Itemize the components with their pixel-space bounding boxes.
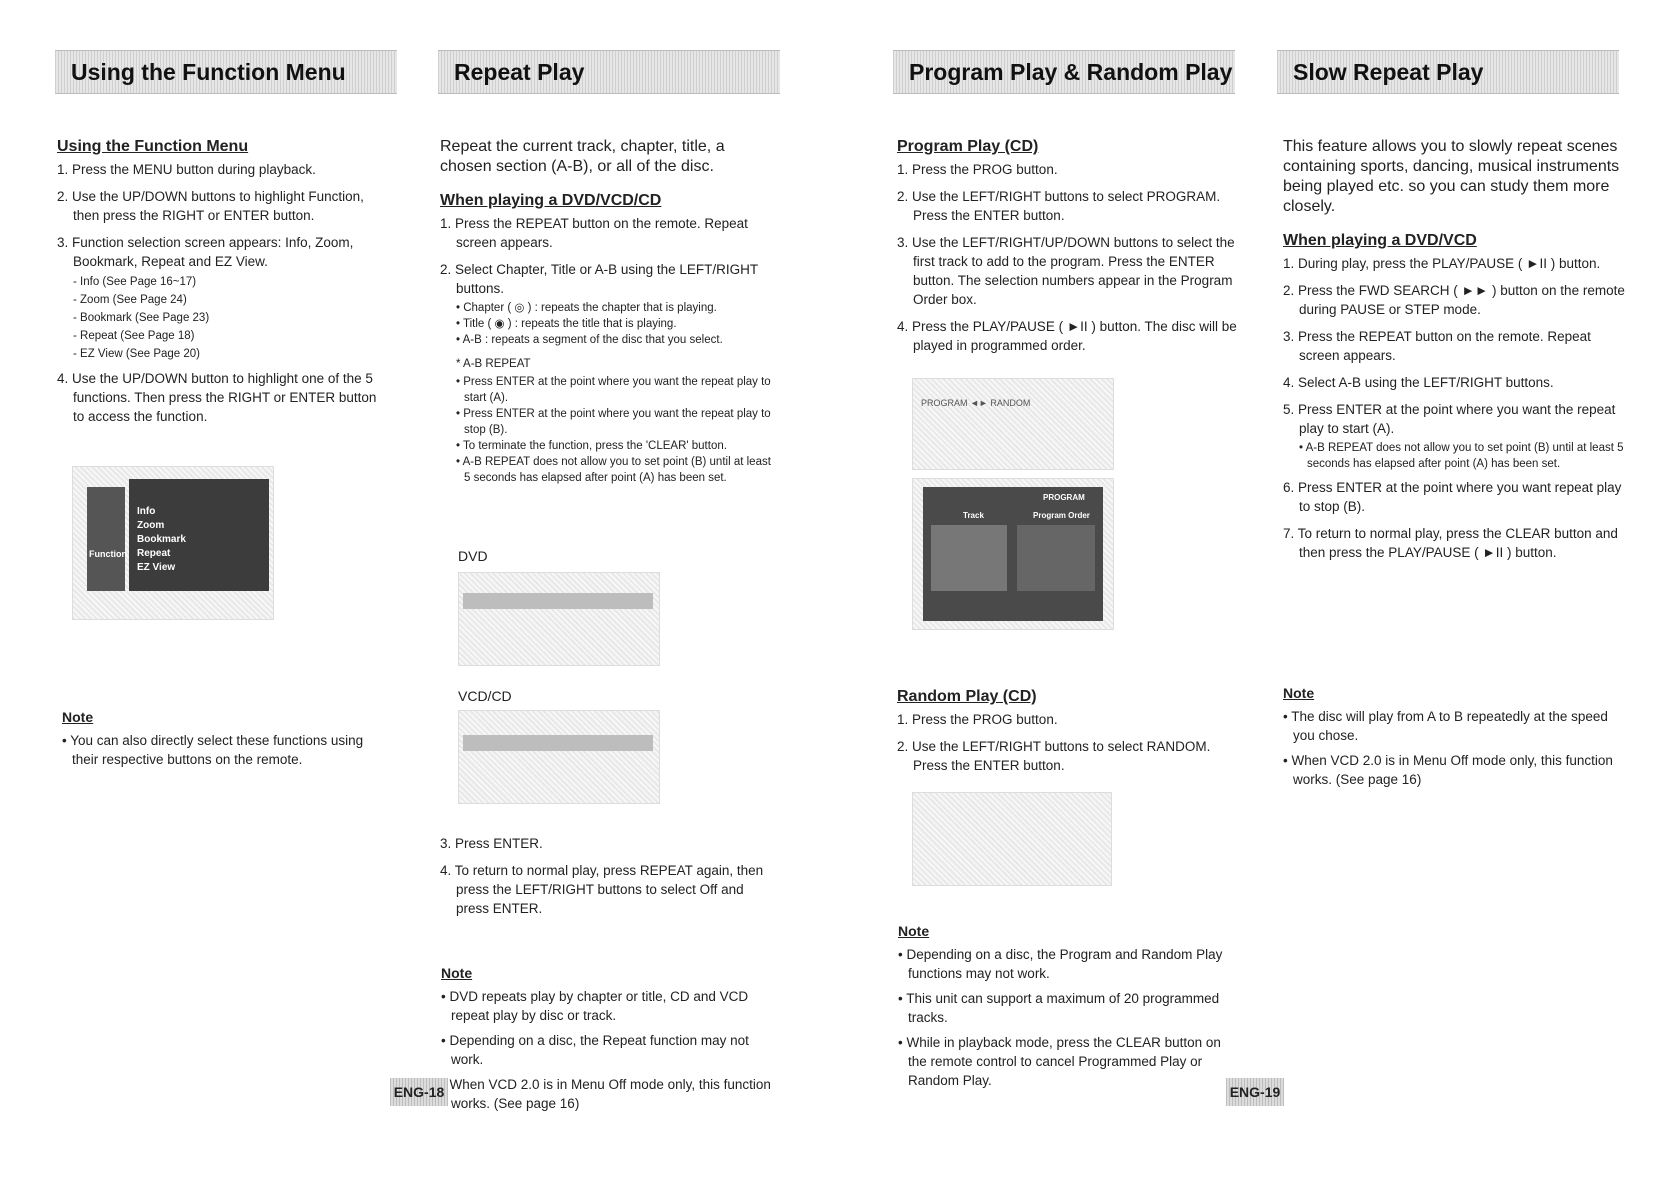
- repeat-bar: [463, 593, 653, 609]
- mode-item: • Title ( ◉ ) : repeats the title that is playing.: [456, 316, 780, 332]
- menu-item: Bookmark: [137, 534, 186, 545]
- section-header-slow-repeat: [1277, 50, 1619, 94]
- step: 3. Press ENTER.: [440, 836, 543, 851]
- dvd-repeat-screenshot: [458, 572, 660, 666]
- note-item: • DVD repeats play by chapter or title, CD and VCD repeat play by disc or track.: [441, 987, 781, 1025]
- program-random-label: PROGRAM ◄► RANDOM: [921, 398, 1031, 408]
- step: 4. Press the PLAY/PAUSE ( ►II ) button. The disc will be played in programmed order.: [897, 319, 1237, 353]
- sublist-item: • A-B REPEAT does not allow you to set point (B) until at least 5 seconds has elapsed after point (A) has been set.: [1299, 440, 1633, 472]
- sublist-item: - Zoom (See Page 24): [73, 291, 387, 309]
- sublist-item: - Bookmark (See Page 23): [73, 309, 387, 327]
- menu-item: Zoom: [137, 520, 165, 531]
- step: 3. Press the REPEAT button on the remote. Repeat screen appears.: [1283, 329, 1591, 363]
- step: 1. Press the PROG button.: [897, 162, 1058, 177]
- ab-item: • A-B REPEAT does not allow you to set point (B) until at least 5 seconds has elapsed after point (A) has been set.: [456, 454, 780, 486]
- step: 2. Use the LEFT/RIGHT buttons to select PROGRAM. Press the ENTER button.: [897, 189, 1221, 223]
- note-item: • You can also directly select these functions using their respective buttons on the remote.: [62, 731, 392, 769]
- note-title: Note: [1283, 685, 1315, 701]
- menu-list: [137, 505, 186, 575]
- section-header-program-random: [893, 50, 1235, 94]
- subsection-title: When playing a DVD/VCD/CD: [440, 192, 662, 209]
- repeat-bar: [463, 735, 653, 751]
- sublist-item: - Info (See Page 16~17): [73, 273, 387, 291]
- menu-item: Info: [137, 506, 156, 517]
- menu-item: EZ View: [137, 562, 176, 573]
- note-item: • This unit can support a maximum of 20 programmed tracks.: [898, 989, 1238, 1027]
- step: 2. Select Chapter, Title or A-B using the LEFT/RIGHT buttons.: [440, 262, 758, 296]
- dvd-label: DVD: [458, 548, 488, 564]
- note-repeat-play: [441, 964, 781, 1119]
- intro-text: Repeat the current track, chapter, title, a chosen section (A-B), or all of the disc.: [440, 138, 725, 175]
- column-repeat-play: [440, 137, 780, 492]
- header-text: Program Play & Random Play: [909, 58, 1233, 85]
- step-text: 3. Function selection screen appears: Info, Zoom, Bookmark, Repeat and EZ View.: [57, 235, 354, 269]
- note-program-play: [898, 922, 1238, 1096]
- section-header-function-menu: [55, 50, 397, 94]
- step: 1. Press the REPEAT button on the remote. Repeat screen appears.: [440, 216, 748, 250]
- menu-item: Repeat: [137, 548, 171, 559]
- mode-item: • A-B : repeats a segment of the disc that you select.: [456, 332, 780, 348]
- column-random-play: [897, 687, 1237, 783]
- intro-text: This feature allows you to slowly repeat scenes containing sports, dancing, musical instruments being played etc. so you can study them more closely.: [1283, 138, 1620, 215]
- column-program-play: [897, 137, 1237, 363]
- ab-repeat-list: [456, 374, 780, 486]
- step: 1. During play, press the PLAY/PAUSE ( ►II ) button.: [1283, 256, 1601, 271]
- step: 6. Press ENTER at the point where you want repeat play to stop (B).: [1283, 480, 1622, 514]
- repeat-mode-list: [456, 300, 780, 348]
- note-item: • When VCD 2.0 is in Menu Off mode only, this function works. (See page 16): [441, 1075, 781, 1113]
- slow-repeat-sublist: [1299, 440, 1633, 472]
- section-header-repeat-play: [438, 50, 780, 94]
- track-grid: [931, 525, 1007, 591]
- note-item: • Depending on a disc, the Program and Random Play functions may not work.: [898, 945, 1238, 983]
- program-grid-screenshot: [912, 478, 1114, 630]
- step: 2. Use the LEFT/RIGHT buttons to select RANDOM. Press the ENTER button.: [897, 739, 1211, 773]
- ab-repeat-title: * A-B REPEAT: [456, 358, 531, 370]
- step: 4. Select A-B using the LEFT/RIGHT buttons.: [1283, 375, 1554, 390]
- subsection-title: Program Play (CD): [897, 138, 1039, 155]
- step: 1. Press the MENU button during playback.: [57, 162, 316, 177]
- note-slow-repeat: [1283, 684, 1623, 795]
- sublist-item: - Repeat (See Page 18): [73, 327, 387, 345]
- sublist-item: - EZ View (See Page 20): [73, 345, 387, 363]
- column-function-menu: [57, 137, 387, 434]
- repeat-steps-continued: [440, 834, 780, 926]
- step: 3. Use the LEFT/RIGHT/UP/DOWN buttons to select the first track to add to the program. Press the ENTER button. The selection numbers appear in the Program Order box.: [897, 235, 1235, 307]
- note-item: • Depending on a disc, the Repeat function may not work.: [441, 1031, 781, 1069]
- order-grid: [1017, 525, 1095, 591]
- page-number-left: ENG-18: [390, 1078, 448, 1106]
- note-title: Note: [62, 709, 94, 725]
- step: 5. Press ENTER at the point where you want the repeat play to start (A).: [1283, 402, 1616, 436]
- step: 2. Use the UP/DOWN buttons to highlight Function, then press the RIGHT or ENTER button.: [57, 189, 364, 223]
- function-sublist: [73, 273, 387, 363]
- note-title: Note: [898, 923, 930, 939]
- header-text: Slow Repeat Play: [1293, 58, 1484, 85]
- vcd-repeat-screenshot: [458, 710, 660, 804]
- vcd-label: VCD/CD: [458, 688, 512, 704]
- program-select-screenshot: [912, 378, 1114, 470]
- note-item: • The disc will play from A to B repeatedly at the speed you chose.: [1283, 707, 1623, 745]
- step: 2. Press the FWD SEARCH ( ►► ) button on the remote during PAUSE or STEP mode.: [1283, 283, 1625, 317]
- ab-item: • To terminate the function, press the 'CLEAR' button.: [456, 438, 780, 454]
- ab-item: • Press ENTER at the point where you want the repeat play to stop (B).: [456, 406, 780, 438]
- step: 7. To return to normal play, press the CLEAR button and then press the PLAY/PAUSE ( ►II ) button.: [1283, 526, 1618, 560]
- step: [57, 233, 387, 271]
- mode-item: • Chapter ( ◎ ) : repeats the chapter that is playing.: [456, 300, 780, 316]
- column-slow-repeat: [1283, 137, 1633, 570]
- grid-header-order: Program Order: [1033, 511, 1090, 520]
- grid-header-track: Track: [963, 511, 984, 520]
- menu-side-label: Function: [89, 549, 127, 559]
- random-select-screenshot: [912, 792, 1112, 886]
- grid-title: PROGRAM: [1043, 493, 1085, 502]
- step: 4. Use the UP/DOWN button to highlight one of the 5 functions. Then press the RIGHT or ENTER button to access the function.: [57, 371, 377, 424]
- step: 4. To return to normal play, press REPEAT again, then press the LEFT/RIGHT buttons to select Off and press ENTER.: [440, 863, 764, 916]
- function-menu-screenshot: [72, 466, 274, 620]
- note-item: • While in playback mode, press the CLEAR button on the remote control to cancel Programmed Play or Random Play.: [898, 1033, 1238, 1090]
- subsection-title: When playing a DVD/VCD: [1283, 232, 1477, 249]
- ab-item: • Press ENTER at the point where you want the repeat play to start (A).: [456, 374, 780, 406]
- header-text: Repeat Play: [454, 58, 585, 85]
- page-number-right: ENG-19: [1226, 1078, 1284, 1106]
- subsection-title: Using the Function Menu: [57, 138, 249, 155]
- note-title: Note: [441, 965, 473, 981]
- header-text: Using the Function Menu: [71, 58, 346, 85]
- note-item: • When VCD 2.0 is in Menu Off mode only, this function works. (See page 16): [1283, 751, 1623, 789]
- step: 1. Press the PROG button.: [897, 712, 1058, 727]
- subsection-title: Random Play (CD): [897, 688, 1037, 705]
- menu-sidebar: [87, 487, 125, 591]
- note-function-menu: [62, 708, 392, 775]
